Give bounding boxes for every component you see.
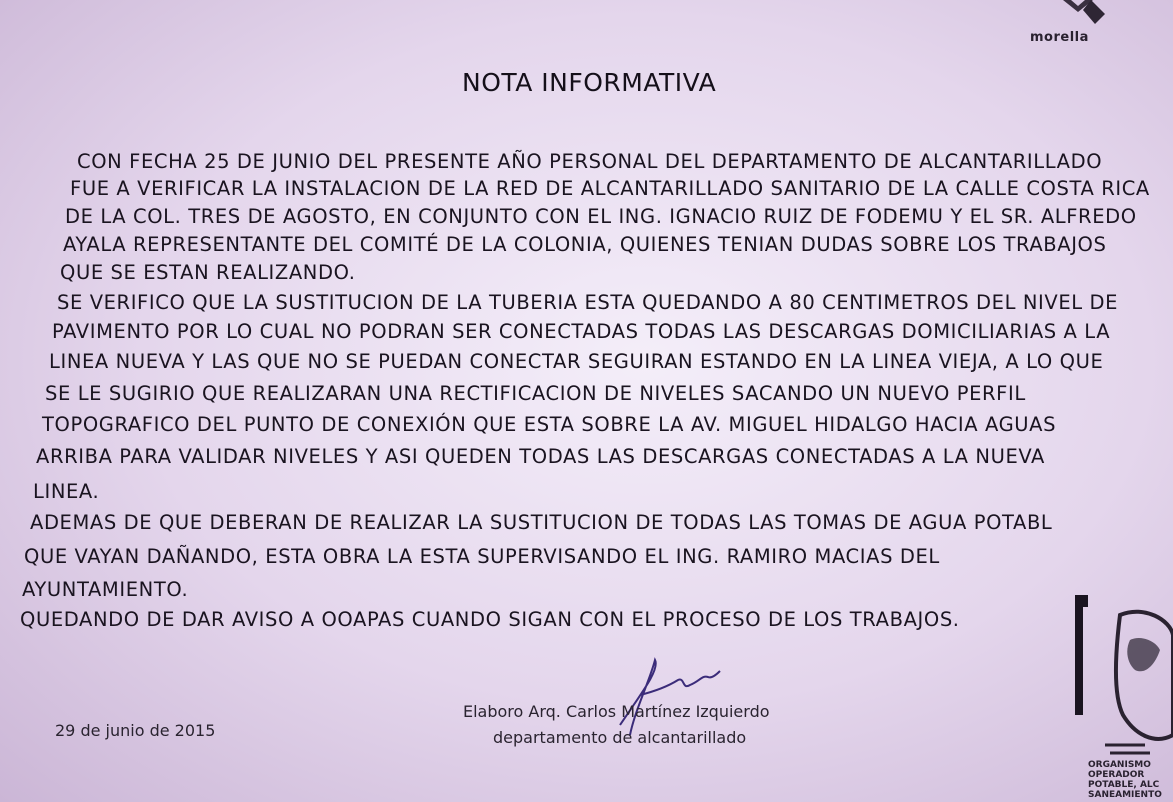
body-line: LINEA. — [33, 480, 100, 503]
body-line: CON FECHA 25 DE JUNIO DEL PRESENTE AÑO PERSONAL DEL DEPARTAMENTO DE ALCANTARILLADO — [77, 150, 1103, 173]
author-line: Elaboro Arq. Carlos Martínez Izquierdo — [463, 702, 770, 721]
document-title: NOTA INFORMATIVA — [462, 68, 717, 97]
body-line: AYALA REPRESENTANTE DEL COMITÉ DE LA COLONIA, QUIENES TENIAN DUDAS SOBRE LOS TRABAJOS — [63, 233, 1107, 256]
stamp-text: ORGANISMO OPERADOR POTABLE, ALC SANEAMIENTO — [1088, 760, 1162, 800]
body-line: ADEMAS DE QUE DEBERAN DE REALIZAR LA SUSTITUCION DE TODAS LAS TOMAS DE AGUA POTABL — [30, 511, 1053, 534]
document-date: 29 de junio de 2015 — [55, 721, 216, 740]
body-line: QUE VAYAN DAÑANDO, ESTA OBRA LA ESTA SUPERVISANDO EL ING. RAMIRO MACIAS DEL — [24, 545, 940, 568]
body-line: SE LE SUGIRIO QUE REALIZARAN UNA RECTIFICACION DE NIVELES SACANDO UN NUEVO PERFIL — [45, 382, 1026, 405]
body-line: PAVIMENTO POR LO CUAL NO PODRAN SER CONECTADAS TODAS LAS DESCARGAS DOMICILIARIAS A LA — [52, 320, 1111, 343]
department-line: departamento de alcantarillado — [493, 728, 747, 747]
body-line: TOPOGRAFICO DEL PUNTO DE CONEXIÓN QUE ESTA SOBRE LA AV. MIGUEL HIDALGO HACIA AGUAS — [42, 413, 1057, 436]
body-line: LINEA NUEVA Y LAS QUE NO SE PUEDAN CONECTAR SEGUIRAN ESTANDO EN LA LINEA VIEJA, A LO QUE — [49, 350, 1104, 373]
body-line: SE VERIFICO QUE LA SUSTITUCION DE LA TUBERIA ESTA QUEDANDO A 80 CENTIMETROS DEL NIVEL DE — [57, 291, 1119, 314]
logo-text: morella — [1030, 30, 1089, 45]
body-line: AYUNTAMIENTO. — [22, 578, 189, 601]
body-line: ARRIBA PARA VALIDAR NIVELES Y ASI QUEDEN TODAS LAS DESCARGAS CONECTADAS A LA NUEVA — [36, 445, 1045, 468]
body-line: FUE A VERIFICAR LA INSTALACION DE LA RED DE ALCANTARILLADO SANITARIO DE LA CALLE COSTA RICA — [70, 177, 1150, 200]
body-line: QUEDANDO DE DAR AVISO A OOAPAS CUANDO SIGAN CON EL PROCESO DE LOS TRABAJOS. — [20, 608, 960, 631]
body-line: QUE SE ESTAN REALIZANDO. — [60, 261, 356, 284]
body-line: DE LA COL. TRES DE AGOSTO, EN CONJUNTO CON EL ING. IGNACIO RUIZ DE FODEMU Y EL SR. ALFREDO — [65, 205, 1137, 228]
